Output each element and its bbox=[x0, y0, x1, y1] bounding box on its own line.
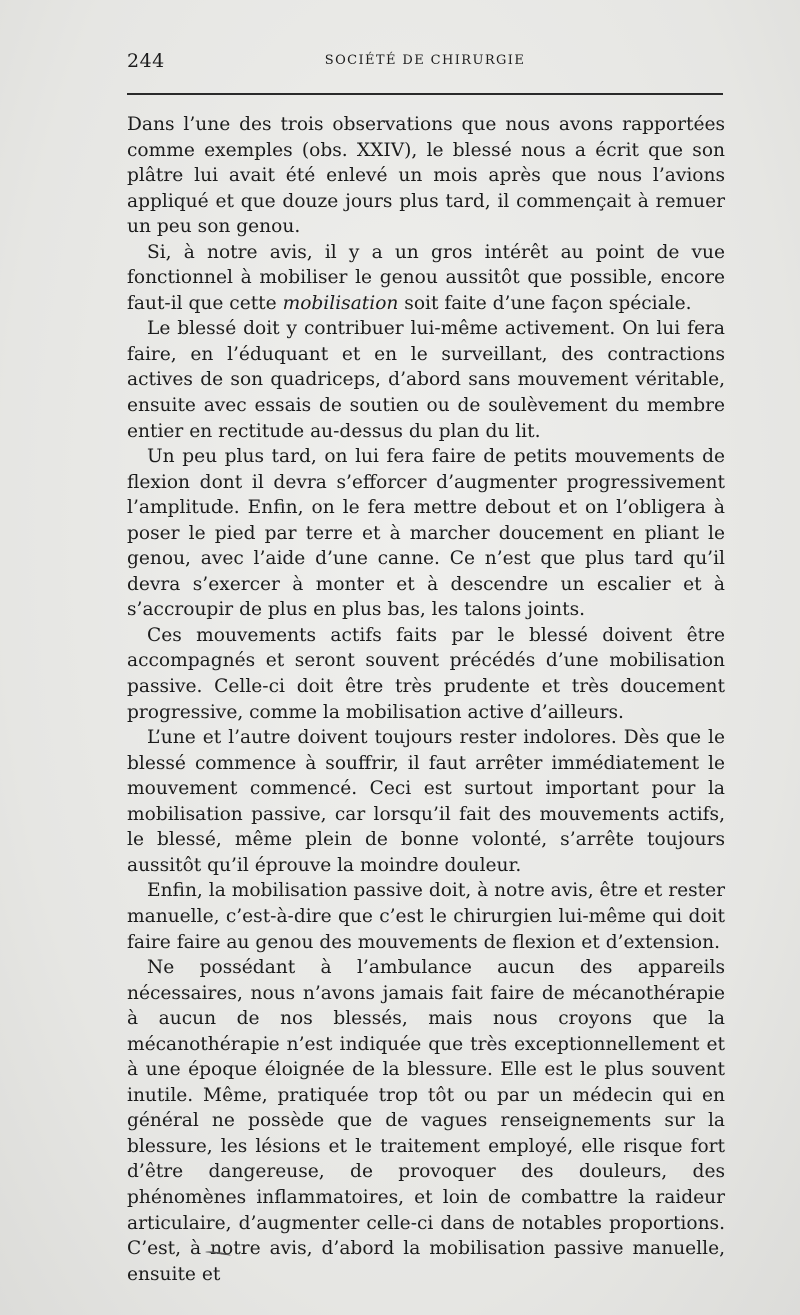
page-header bbox=[127, 50, 723, 76]
header-rule bbox=[127, 93, 723, 95]
paragraph-text: Un peu plus tard, on lui fera faire de petits mouvements de flexion dont il devra s’efforcer d’augmenter progressivement l’amplitude. Enfin, on le fera mettre debout et on l’obligera à poser le pied par terre et à marcher doucement en pliant le genou, avec l’aide d’une canne. Ce n’est que plus tard qu’il devra s’exercer à monter et à descendre un escalier et à s’accroupir de plus en plus bas, les talons joints. bbox=[127, 446, 725, 621]
paragraph bbox=[127, 878, 725, 955]
paragraph-text: Le blessé doit y contribuer lui-même activement. On lui fera faire, en l’éduquant et en le surveillant, des contractions actives de son quadriceps, d’abord sans mouvement véritable, ensuite avec essais de soutien ou de soulèvement du membre entier en rectitude au-dessus du plan du lit. bbox=[127, 318, 725, 442]
paragraph bbox=[127, 623, 725, 725]
paragraph-text: Dans l’une des trois observations que nous avons rapportées comme exemples (obs. XXIV), le blessé nous a écrit que son plâtre lui avait été enlevé un mois après que nous l’avions appliqué et que douze jours plus tard, il commençait à remuer un peu son genou. bbox=[127, 114, 725, 238]
paragraph bbox=[127, 240, 725, 317]
paragraph bbox=[127, 725, 725, 878]
paragraph-text: L’une et l’autre doivent toujours rester indolores. Dès que le blessé commence à souffrir, il faut arrêter immédiatement le mouvement commencé. Ceci est surtout important pour la mobilisation passive, car lorsqu’il fait des mouvements actifs, le blessé, même plein de bonne volonté, s’arrête toujours aussitôt qu’il éprouve la moindre douleur. bbox=[127, 727, 725, 876]
paragraph-text: Ne possédant à l’ambulance aucun des appareils nécessaires, nous n’avons jamais fait faire de mécanothérapie à aucun de nos blessés, mais nous croyons que la mécanothérapie n’est indiquée que très exceptionnellement et à une époque éloignée de la blessure. Elle est le plus souvent inutile. Même, pratiquée trop tôt ou par un médecin qui en général ne possède que de vagues renseignements sur la blessure, les lésions et le traitement employé, elle risque fort d’être dangereuse, de provoquer des douleurs, des phénomènes inflammatoires, et loin de combattre la raideur articulaire, d’augmenter celle-ci dans de notables proportions. C’est, à notre avis, d’abord la mobilisation passive manuelle, ensuite et bbox=[127, 957, 725, 1285]
body-text bbox=[127, 112, 725, 1287]
paragraph-text: Si, à notre avis, il y a un gros intérêt au point de vue fonctionnel à mobiliser le genou aussitôt que possible, encore faut-il que cette bbox=[127, 241, 725, 314]
paragraph bbox=[127, 444, 725, 623]
paragraph bbox=[127, 112, 725, 240]
paragraph-text: soit faite d’une façon spéciale. bbox=[398, 292, 692, 314]
page-number: 244 bbox=[127, 50, 165, 72]
paragraph-emphasis: mobilisation bbox=[282, 292, 399, 314]
paragraph-text: Ces mouvements actifs faits par le blessé doivent être accompagnés et seront souvent précédés d’une mobilisation passive. Celle-ci doit être très prudente et très doucement progressive, comme la mobilisation active d’ailleurs. bbox=[127, 624, 725, 723]
paragraph-text: Enfin, la mobilisation passive doit, à notre avis, être et rester manuelle, c’est-à-dire que c’est le chirurgien lui-même qui doit faire faire au genou des mouvements de flexion et d’extension. bbox=[127, 880, 725, 953]
paragraph bbox=[127, 955, 725, 1287]
paragraph bbox=[127, 316, 725, 444]
running-title: SOCIÉTÉ DE CHIRURGIE bbox=[324, 53, 526, 68]
